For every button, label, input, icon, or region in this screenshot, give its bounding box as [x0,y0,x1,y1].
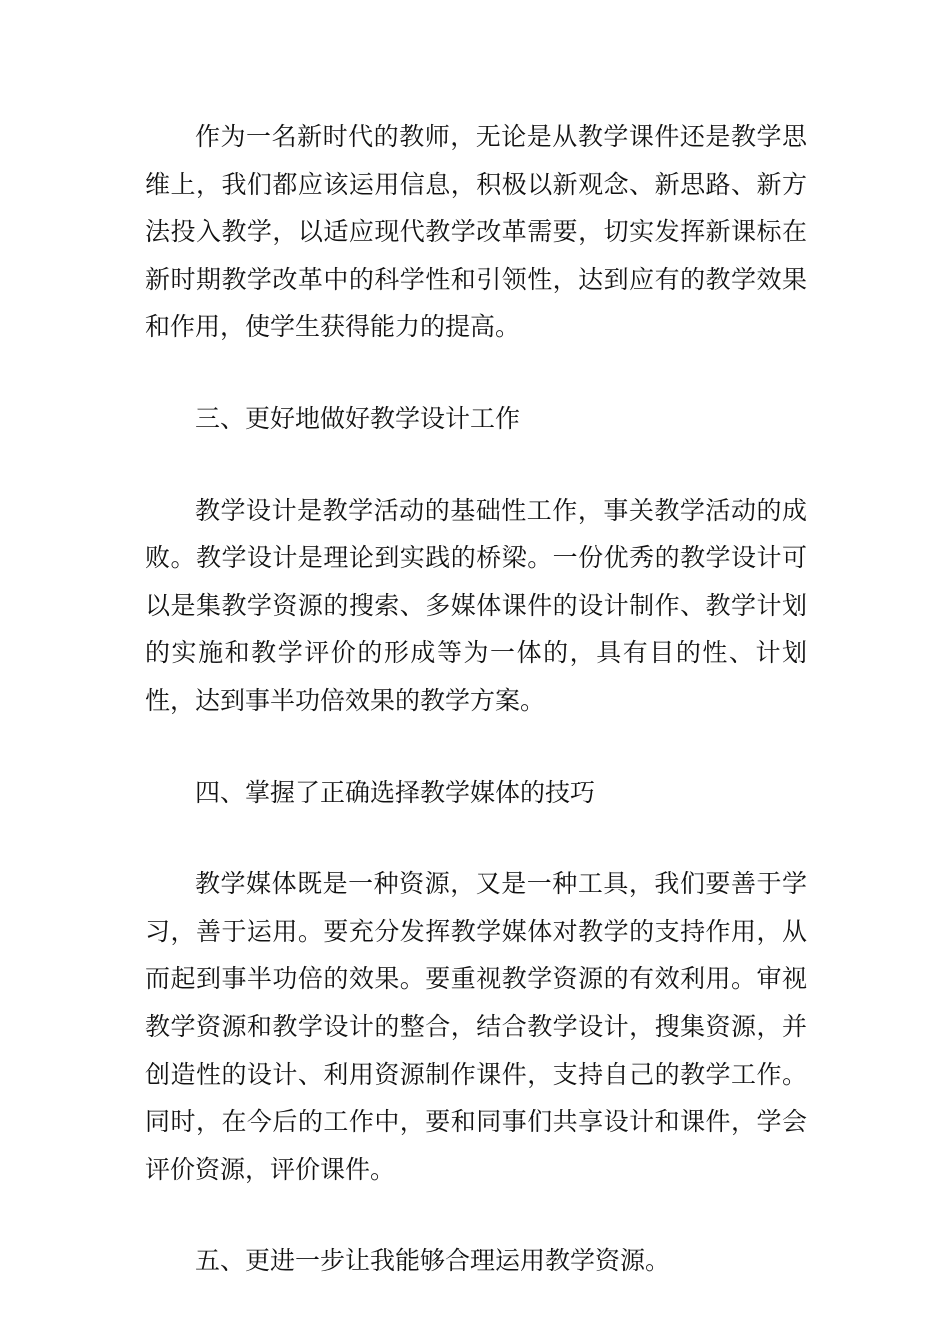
section-heading-five: 五、更进一步让我能够合理运用教学资源。 [195,1246,671,1276]
document-body [145,113,807,1285]
paragraph-spacer [145,351,807,395]
paragraph-spacer [145,725,807,769]
paragraph-teacher-info-use: 作为一名新时代的教师，无论是从教学课件还是教学思维上，我们都应该运用信息，积极以新观念、新思路、新方法投入教学，以适应现代教学改革需要，切实发挥新课标在新时期教学改革中的科学性和引领性，达到应有的教学效果和作用，使学生获得能力的提高。 [145,122,807,342]
paragraph-spacer [145,1193,807,1237]
section-heading-four: 四、掌握了正确选择教学媒体的技巧 [195,777,596,807]
paragraph-teaching-media: 教学媒体既是一种资源，又是一种工具，我们要善于学习，善于运用。要充分发挥教学媒体对教学的支持作用，从而起到事半功倍的效果。要重视教学资源的有效利用。审视教学资源和教学设计的整合，结合教学设计，搜集资源，并创造性的设计、利用资源制作课件，支持自己的教学工作。同时，在今后的工作中，要和同事们共享设计和课件，学会评价资源，评价课件。 [145,869,807,1184]
paragraph-spacer [145,816,807,860]
paragraph-teaching-design: 教学设计是教学活动的基础性工作，事关教学活动的成败。教学设计是理论到实践的桥梁。一份优秀的教学设计可以是集教学资源的搜索、多媒体课件的设计制作、教学计划的实施和教学评价的形成等为一体的，具有目的性、计划性，达到事半功倍效果的教学方案。 [145,495,807,715]
paragraph-spacer [145,443,807,487]
section-heading-three: 三、更好地做好教学设计工作 [195,403,521,433]
